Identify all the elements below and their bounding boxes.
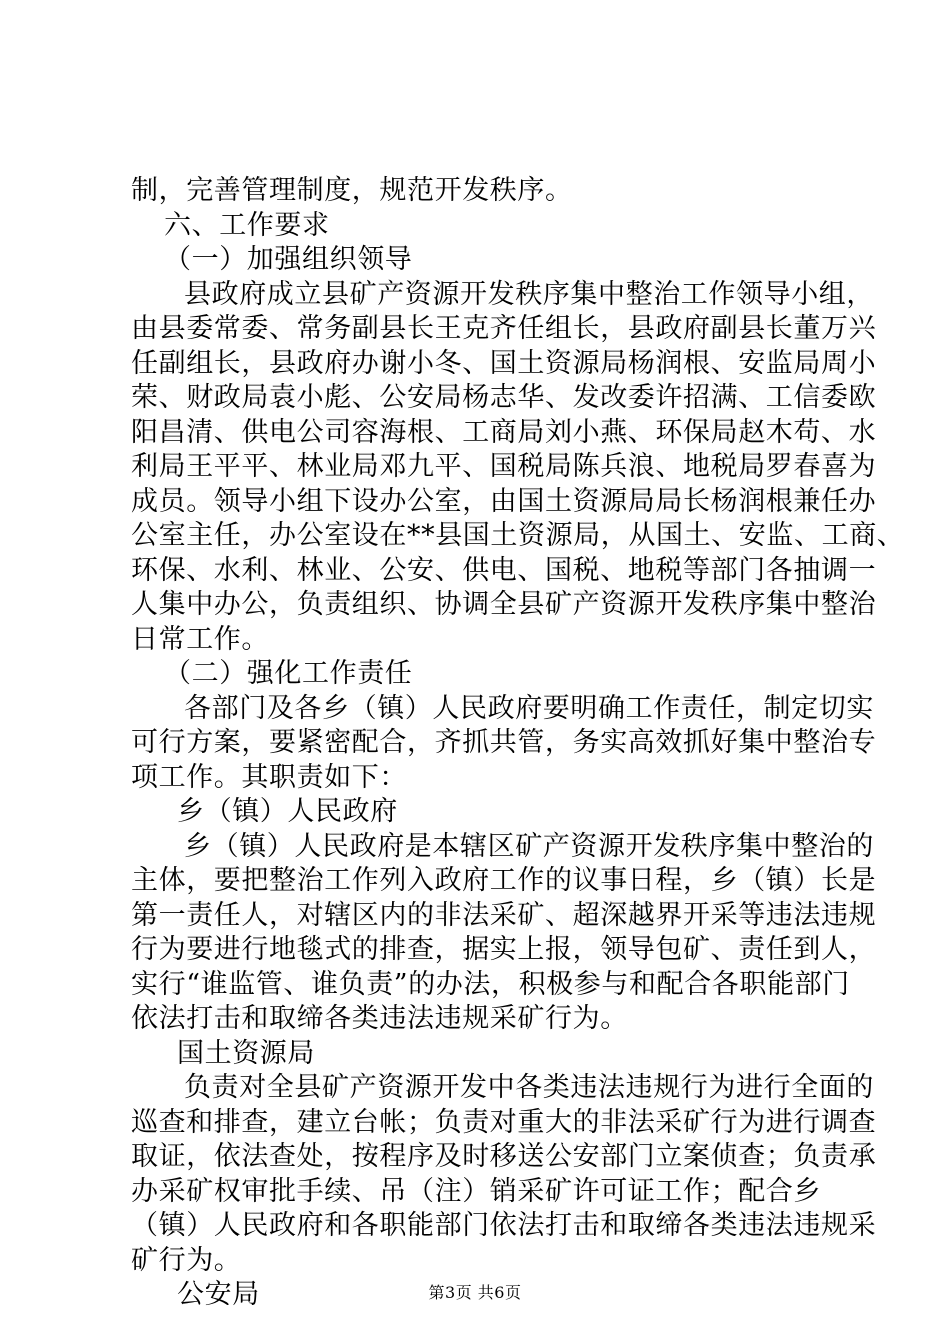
text-line: 矿行为。 [131,1244,242,1276]
subsection-heading: （一）加强组织领导 [164,244,413,275]
paragraph-first-line: 负责对全县矿产资源开发中各类违法违规行为进行全面的 [184,1072,874,1103]
text-line: 巡查和排查，建立台帐；负责对重大的非法采矿行为进行调查 [131,1106,877,1138]
text-line: 办采矿权审批手续、吊（注）销采矿许可证工作；配合乡 [131,1175,821,1207]
text-line: 日常工作。 [131,623,269,655]
item-heading: 公安局 [177,1279,260,1310]
item-heading: 乡（镇）人民政府 [177,796,398,827]
text-line: 由县委常委、常务副县长王克齐任组长，县政府副县长董万兴 [131,313,877,344]
text-line: 制，完善管理制度，规范开发秩序。 [131,175,573,206]
text-line: 可行方案，要紧密配合，齐抓共管，务实高效抓好集中整治专 [131,727,877,758]
text-line: 利局王平平、林业局邓九平、国税局陈兵浪、地税局罗春喜为 [131,451,877,482]
text-line: 主体，要把整治工作列入政府工作的议事日程，乡（镇）长是 [131,865,877,896]
section-heading: 六、工作要求 [164,209,330,241]
text-line: 行为要进行地毯式的排查，据实上报，领导包矿、责任到人， [131,934,877,965]
text-line: 依法打击和取缔各类违法违规采矿行为。 [131,1003,628,1034]
text-line: 阳昌清、供电公司容海根、工商局刘小燕、环保局赵木苟、水 [131,416,877,448]
paragraph-first-line: 各部门及各乡（镇）人民政府要明确工作责任，制定切实 [184,692,874,724]
paragraph-first-line: 县政府成立县矿产资源开发秩序集中整治工作领导小组， [184,278,874,310]
text-line: 荣、财政局袁小彪、公安局杨志华、发改委许招满、工信委欧 [131,382,877,413]
text-line: 取证，依法查处，按程序及时移送公安部门立案侦查；负责承 [131,1141,877,1172]
item-heading: 国土资源局 [177,1037,315,1069]
text-line: （镇）人民政府和各职能部门依法打击和取缔各类违法违规采 [131,1210,877,1241]
text-line: 任副组长，县政府办谢小冬、国土资源局杨润根、安监局周小 [131,347,877,379]
text-line: 公室主任，办公室设在**县国土资源局，从国土、安监、工商、 [131,520,905,551]
text-line: 成员。领导小组下设办公室，由国土资源局局长杨润根兼任办 [131,485,877,517]
text-line: 人集中办公，负责组织、协调全县矿产资源开发秩序集中整治 [131,589,877,620]
text-line: 第一责任人，对辖区内的非法采矿、超深越界开采等违法违规 [131,899,877,931]
document-body [131,174,905,1313]
subsection-heading: （二）强化工作责任 [164,658,413,689]
text-line: 环保、水利、林业、公安、供电、国税、地税等部门各抽调一 [131,554,877,586]
page-number-footer: 第3页 共6页 [428,1283,522,1302]
paragraph-first-line: 乡（镇）人民政府是本辖区矿产资源开发秩序集中整治的 [184,830,874,862]
text-line: 项工作。其职责如下： [131,761,407,793]
text-line: 实行“谁监管、谁负责”的办法，积极参与和配合各职能部门 [131,968,850,1000]
